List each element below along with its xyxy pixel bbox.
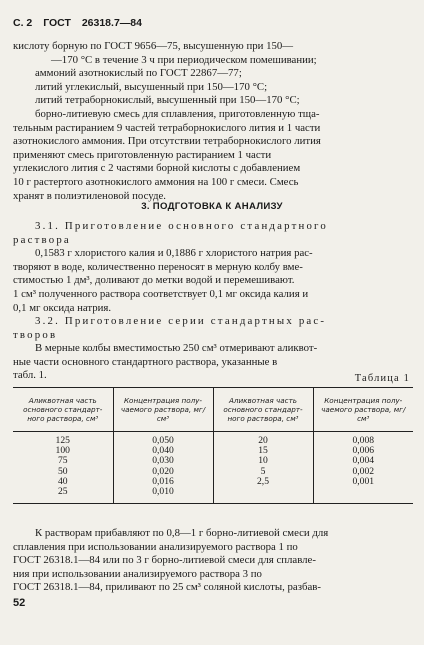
page-header xyxy=(13,17,150,29)
text-line: В мерные колбы вместимостью 250 см³ отмеривают аликвот- xyxy=(35,342,318,355)
page-number: 52 xyxy=(13,597,26,609)
intro-paragraph xyxy=(13,40,411,203)
text-line: 0,1 мг оксида натрия. xyxy=(13,301,112,314)
text-line: тельным растиранием 9 частей тетраборнокислого лития и 1 части xyxy=(13,121,321,134)
table-header-cell: Концентрация полу-чаемого раствора, мг/см³ xyxy=(313,388,413,432)
text-line: ГОСТ 26318.1—84, приливают по 25 см³ соляной кислоты, разбав- xyxy=(13,581,321,594)
table-cell: 0,050 0,040 0,030 0,020 0,016 0,010 xyxy=(113,432,213,504)
table-header-cell: Аликвотная часть основного стандарт-ного раствора, см³ xyxy=(13,388,113,432)
closing-paragraph xyxy=(13,527,411,595)
text-line: ГОСТ 26318.1—84 или по 3 г борно-литиевой смеси для сплавле- xyxy=(13,554,316,567)
table-title: Таблица 1 xyxy=(354,373,410,384)
text-line: борно-литиевую смесь для сплавления, приготовленную тща- xyxy=(35,107,320,120)
text-line: —170 °С в течение 3 ч при периодическом помешивании; xyxy=(51,53,317,66)
text-line: литий углекислый, высушенный при 150—170 °С; xyxy=(35,80,268,93)
text-line: 0,1583 г хлористого калия и 0,1886 г хлористого натрия рас- xyxy=(35,247,313,260)
text-line: 1 см³ полученного раствора соответствует 0,1 мг оксида калия и xyxy=(13,287,309,300)
header-gost: ГОСТ xyxy=(43,17,71,29)
text-line: творяют в воде, количественно переносят в мерную колбу вме- xyxy=(13,260,303,273)
table-header-cell: Аликвотная часть основного стандарт-ного раствора, см³ xyxy=(213,388,313,432)
text-line: углекислого лития с 2 частями борной кислоты с добавлением xyxy=(13,162,301,175)
text-line: табл. 1. xyxy=(13,369,47,382)
subsection-heading: 3.2. Приготовление серии стандартных рас- xyxy=(35,315,327,327)
subsection-heading: творов xyxy=(13,328,58,341)
subsection-heading: раствора xyxy=(13,233,71,246)
header-number: 26318.7—84 xyxy=(81,17,142,29)
table-cell: 0,008 0,006 0,004 0,002 0,001 xyxy=(313,432,413,504)
table-cell: 125 100 75 50 40 25 xyxy=(13,432,113,504)
section-heading: 3. ПОДГОТОВКА К АНАЛИЗУ xyxy=(141,201,283,212)
text-line: стимостью 1 дм³, доливают до метки водой и перемешивают. xyxy=(13,274,295,287)
text-line: азотнокислого аммония. При отсутствии тетраборнокислого лития xyxy=(13,135,321,148)
table-cell: 20 15 10 5 2,5 xyxy=(213,432,313,504)
text-line: 10 г растертого азотнокислого аммония на 100 г смеси. Смесь xyxy=(13,175,299,188)
text-line: К растворам прибавляют по 0,8—1 г борно-литиевой смеси для xyxy=(35,527,329,539)
text-line: хранят в полиэтиленовой посуде. xyxy=(13,189,166,202)
text-line: ные части основного стандартного раствора, указанные в xyxy=(13,355,278,368)
text-line: кислоту борную по ГОСТ 9656—75, высушенную при 150— xyxy=(13,40,294,52)
table-header-cell: Концентрация полу-чаемого раствора, мг/см³ xyxy=(113,388,213,432)
header-page-ref: С. 2 xyxy=(13,17,33,29)
paragraph-3-2 xyxy=(13,315,411,383)
paragraph-3-1 xyxy=(13,220,411,315)
text-line: литий тетраборнокислый, высушенный при 150—170 °С; xyxy=(35,94,300,107)
text-line: сплавления при использовании анализируемого раствора 1 по xyxy=(13,540,298,553)
text-line: аммоний азотнокислый по ГОСТ 22867—77; xyxy=(35,67,242,80)
text-line: применяют смесь приготовленную растиранием 1 части xyxy=(13,148,272,161)
subsection-heading: 3.1. Приготовление основного стандартного xyxy=(35,220,329,232)
text-line: ния при использовании анализируемого раствора 3 по xyxy=(13,567,262,580)
standards-table xyxy=(13,387,413,504)
